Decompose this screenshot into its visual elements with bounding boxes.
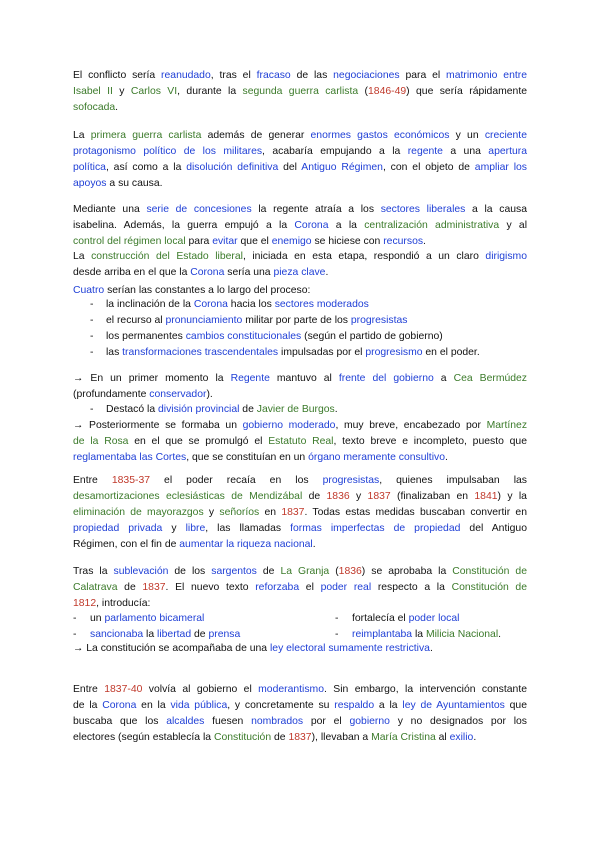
text-run: de <box>271 732 289 743</box>
highlighted-term: libertad <box>157 629 192 640</box>
highlighted-term: sublevación <box>113 566 169 577</box>
text-run: , con el objeto de <box>382 162 475 173</box>
highlighted-term: Corona <box>193 299 228 310</box>
text-run: La <box>73 130 91 141</box>
highlighted-term: Constitución de <box>451 582 527 593</box>
text-run: ) se aprobaba la <box>361 566 453 577</box>
text-run: (profundamente <box>73 389 150 400</box>
text-run: a una <box>442 146 489 157</box>
line <box>73 505 527 521</box>
line <box>73 564 527 580</box>
text-run: un <box>90 613 105 624</box>
highlighted-term: Corona <box>294 220 329 231</box>
list-item <box>73 402 527 418</box>
text-run: . <box>312 539 316 550</box>
highlighted-term: propiedad privada <box>73 523 163 534</box>
line <box>73 714 527 730</box>
text-run: y <box>112 86 131 97</box>
text-run: , así como a la <box>105 162 187 173</box>
text-run: , iniciada en esta etapa, respondió a un claro <box>242 251 486 262</box>
text-run: desde arriba en el que la <box>73 267 191 278</box>
highlighted-term: creciente <box>484 130 527 141</box>
list-item <box>73 329 527 345</box>
text-run: → En un primer momento la <box>73 373 231 384</box>
highlighted-term: desamortizaciones eclesiásticas de Mendizábal <box>73 491 303 502</box>
highlighted-term: vida pública <box>170 700 228 711</box>
text-run: (según el partido de gobierno) <box>301 331 443 342</box>
highlighted-term: disolución definitiva <box>186 162 279 173</box>
text-run: (finalizaban en <box>390 491 475 502</box>
text-run: . <box>325 267 329 278</box>
text-run: y <box>203 507 220 518</box>
line <box>73 641 527 657</box>
text-run: del <box>278 162 302 173</box>
text-run: Mediante una <box>73 204 147 215</box>
highlighted-term: división provincial <box>157 404 240 415</box>
text-run: y un <box>449 130 485 141</box>
highlighted-term: progresistas <box>322 475 380 486</box>
highlighted-term: control del régimen local <box>73 236 186 247</box>
highlighted-term: órgano meramente consultivo <box>308 452 445 463</box>
list-item <box>73 313 527 329</box>
highlighted-term: ampliar los <box>474 162 527 173</box>
highlighted-term: aumentar la riqueza nacional <box>179 539 313 550</box>
text-run: las <box>106 347 123 358</box>
text-run: en el que se promulgó el <box>128 436 269 447</box>
highlighted-term: apertura <box>488 146 527 157</box>
highlighted-term: poder local <box>408 613 460 624</box>
text-run: . El nuevo texto <box>165 582 256 593</box>
text-run: , acabaría empujando a la <box>262 146 408 157</box>
highlighted-term: sectores moderados <box>274 299 369 310</box>
line <box>73 473 527 489</box>
highlighted-term: 1837 <box>367 491 391 502</box>
paragraph-progresistas <box>73 473 527 553</box>
line <box>73 100 527 116</box>
paragraph-primer-momento <box>73 371 527 403</box>
text-run: y al <box>499 220 528 231</box>
text-run: por el <box>303 716 350 727</box>
text-run: , quienes impulsaban las <box>379 475 528 486</box>
highlighted-term: sofocada <box>73 102 116 113</box>
text-run: de <box>239 404 257 415</box>
highlighted-term: Cuatro <box>73 285 105 296</box>
line <box>73 450 527 466</box>
text-run: Destacó la <box>106 404 158 415</box>
text-run: de las <box>290 70 334 81</box>
text-run: y <box>349 491 368 502</box>
highlighted-term: Isabel II <box>73 86 113 97</box>
text-run: fuesen <box>204 716 252 727</box>
list-item <box>73 611 204 627</box>
line <box>73 537 527 553</box>
text-run: mantuvo al <box>269 373 339 384</box>
highlighted-term: Constitución de <box>452 566 527 577</box>
highlighted-term: gobierno <box>349 716 390 727</box>
highlighted-term: negociaciones <box>333 70 400 81</box>
highlighted-term: María Cristina <box>371 732 436 743</box>
text-run: de <box>117 582 143 593</box>
destaco-list <box>73 402 527 418</box>
line <box>73 68 527 84</box>
line <box>73 371 527 387</box>
paragraph-ley-electoral <box>73 641 527 657</box>
highlighted-term: Javier de Burgos <box>256 404 335 415</box>
text-run: Régimen, con el fin de <box>73 539 180 550</box>
text-run: para <box>185 236 213 247</box>
highlighted-term: señoríos <box>219 507 260 518</box>
highlighted-term: moderantismo <box>258 684 324 695</box>
text-run: , muy breve, encabezado por <box>335 420 487 431</box>
paragraph-estado-liberal <box>73 249 527 281</box>
highlighted-term: 1846-49 <box>368 86 407 97</box>
highlighted-term: centralización administrativa <box>364 220 500 231</box>
highlighted-term: 1812 <box>73 598 97 609</box>
highlighted-term: evitar <box>212 236 238 247</box>
highlighted-term: enemigo <box>271 236 312 247</box>
highlighted-term: 1835-37 <box>111 475 151 486</box>
highlighted-term: 1837 <box>281 507 305 518</box>
line <box>73 418 527 434</box>
highlighted-term: Carlos VI <box>130 86 178 97</box>
highlighted-term: sargentos <box>211 566 257 577</box>
text-run: . <box>429 643 433 654</box>
text-run: impulsadas por el <box>278 347 366 358</box>
line <box>73 144 527 160</box>
text-run: además de generar <box>201 130 311 141</box>
highlighted-term: recursos <box>383 236 424 247</box>
highlighted-term: apoyos <box>73 178 107 189</box>
paragraph-primera-guerra <box>73 128 527 192</box>
text-run: para el <box>399 70 447 81</box>
text-run: ) y la <box>497 491 527 502</box>
highlighted-term: Martínez <box>486 420 528 431</box>
text-run: en <box>259 507 282 518</box>
highlighted-term: exilio <box>449 732 474 743</box>
highlighted-term: 1837-40 <box>104 684 143 695</box>
highlighted-term: reanudado <box>161 70 211 81</box>
highlighted-term: parlamento bicameral <box>104 613 205 624</box>
text-run: de la <box>73 700 103 711</box>
highlighted-term: política <box>73 162 106 173</box>
text-run: La <box>73 251 92 262</box>
line <box>73 698 527 714</box>
highlighted-term: 1836 <box>338 566 362 577</box>
constantes-list <box>73 297 527 361</box>
line <box>73 84 527 100</box>
text-run: a la causa <box>465 204 527 215</box>
text-run: en el poder. <box>422 347 480 358</box>
text-run: . <box>423 236 426 247</box>
highlighted-term: fracaso <box>256 70 291 81</box>
highlighted-term: Cea Bermúdez <box>453 373 528 384</box>
text-run: respecto a la <box>371 582 452 593</box>
line <box>73 434 527 450</box>
text-run: . <box>334 404 338 415</box>
line <box>73 176 527 192</box>
text-run: , introducía: <box>96 598 151 609</box>
highlighted-term: regente <box>407 146 443 157</box>
highlighted-term: protagonismo político de los militares <box>73 146 263 157</box>
highlighted-term: alcaldes <box>166 716 205 727</box>
text-run: , tras el <box>210 70 257 81</box>
text-run: → Posteriormente se formaba un <box>73 420 243 431</box>
line <box>73 249 527 265</box>
text-run: Entre <box>73 475 112 486</box>
text-run: ). <box>206 389 213 400</box>
paragraph-posteriormente <box>73 418 527 466</box>
highlighted-term: matrimonio entre <box>446 70 527 81</box>
highlighted-term: construcción del Estado liberal <box>91 251 243 262</box>
text-run: isabelina. Además, la guerra empujó a la <box>73 220 295 231</box>
line <box>73 202 527 218</box>
text-run: → La constitución se acompañaba de una <box>73 643 270 654</box>
text-run: la <box>143 629 158 640</box>
list-item <box>73 345 527 361</box>
highlighted-term: gobierno moderado <box>242 420 336 431</box>
text-run: . <box>473 732 477 743</box>
line <box>73 160 527 176</box>
text-run: se hiciese con <box>311 236 384 247</box>
highlighted-term: respaldo <box>334 700 375 711</box>
highlighted-term: reglamentaba las Cortes <box>73 452 187 463</box>
highlighted-term: ley electoral sumamente restrictiva <box>269 643 430 654</box>
paragraph-concesiones <box>73 202 527 250</box>
text-run: el recurso al <box>106 315 166 326</box>
line <box>73 521 527 537</box>
highlighted-term: Corona <box>102 700 137 711</box>
highlighted-term: dirigismo <box>485 251 527 262</box>
paragraph-constitucion <box>73 564 527 612</box>
text-run: y no designados por los <box>389 716 528 727</box>
list-item <box>73 297 527 313</box>
text-run: . Todas estas medidas buscaban convertir en <box>304 507 527 518</box>
highlighted-term: Regente <box>230 373 270 384</box>
highlighted-term: prensa <box>208 629 241 640</box>
text-run: Entre <box>73 684 105 695</box>
highlighted-term: Estatuto Real <box>268 436 334 447</box>
text-run: sería una <box>224 267 274 278</box>
highlighted-term: Milicia Nacional <box>425 629 499 640</box>
text-run: , las llamadas <box>205 523 291 534</box>
text-run: en la <box>136 700 171 711</box>
line <box>73 387 527 403</box>
highlighted-term: sancionaba <box>90 629 144 640</box>
text-run: la <box>412 629 426 640</box>
highlighted-term: 1836 <box>326 491 350 502</box>
text-run: . <box>498 629 502 640</box>
text-run: el poder recaía en los <box>150 475 323 486</box>
text-run: a <box>433 373 454 384</box>
line <box>73 730 527 746</box>
highlighted-term: Calatrava <box>73 582 118 593</box>
text-run: El conflicto sería <box>73 70 162 81</box>
text-run: serían las constantes a lo largo del proceso: <box>104 285 311 296</box>
highlighted-term: enormes gastos económicos <box>310 130 450 141</box>
text-run: la inclinación de la <box>106 299 194 310</box>
text-run: fortalecía el <box>352 613 409 624</box>
highlighted-term: eliminación de mayorazgos <box>73 507 204 518</box>
paragraph-conflicto <box>73 68 527 116</box>
text-run: , y concretamente su <box>227 700 335 711</box>
text-run: de <box>256 566 281 577</box>
text-run: volvía al gobierno el <box>142 684 259 695</box>
text-run: ) que sería rápidamente <box>406 86 527 97</box>
text-run: el <box>299 582 321 593</box>
line <box>73 489 527 505</box>
line <box>73 265 527 281</box>
paragraph-moderantismo <box>73 682 527 746</box>
text-run: militar por parte de los <box>242 315 351 326</box>
highlighted-term: pieza clave <box>273 267 326 278</box>
list-item <box>335 611 459 627</box>
text-run: al <box>435 732 450 743</box>
text-run: ( <box>329 566 339 577</box>
highlighted-term: Constitución <box>213 732 272 743</box>
highlighted-term: formas imperfectas de propiedad <box>290 523 461 534</box>
text-run: ( <box>358 86 369 97</box>
highlighted-term: pronunciamiento <box>165 315 243 326</box>
highlighted-term: segunda guerra carlista <box>242 86 359 97</box>
highlighted-term: cambios constitucionales <box>185 331 302 342</box>
highlighted-term: reimplantaba <box>352 629 413 640</box>
introducia-list <box>73 611 527 643</box>
line <box>73 128 527 144</box>
highlighted-term: libre <box>185 523 206 534</box>
text-run: hacia los <box>227 299 275 310</box>
highlighted-term: sectores liberales <box>380 204 466 215</box>
highlighted-term: primera guerra carlista <box>90 130 202 141</box>
text-run: del Antiguo <box>460 523 527 534</box>
highlighted-term: de la Rosa <box>73 436 129 447</box>
highlighted-term: 1841 <box>474 491 498 502</box>
text-run: de <box>191 629 209 640</box>
list-row <box>73 611 527 627</box>
highlighted-term: conservador <box>149 389 207 400</box>
line <box>73 580 527 596</box>
highlighted-term: poder real <box>320 582 372 593</box>
text-run: a la <box>374 700 403 711</box>
text-run: a su causa. <box>106 178 163 189</box>
highlighted-term: nombrados <box>251 716 304 727</box>
line <box>73 682 527 698</box>
highlighted-term: transformaciones trascendentales <box>122 347 279 358</box>
text-run: , texto breve e incompleto, puesto que <box>333 436 527 447</box>
text-run: , durante la <box>177 86 243 97</box>
text-run: que <box>504 700 527 711</box>
highlighted-term: Corona <box>190 267 225 278</box>
highlighted-term: progresistas <box>350 315 408 326</box>
highlighted-term: Antiguo Régimen <box>301 162 383 173</box>
text-run: los permanentes <box>106 331 186 342</box>
text-run: buscaba que los <box>73 716 167 727</box>
text-run: de los <box>168 566 212 577</box>
text-run: electores (según establecía la <box>73 732 214 743</box>
text-run: , que se constituían en un <box>186 452 309 463</box>
text-run: que el <box>237 236 272 247</box>
line <box>73 234 527 250</box>
text-run: ), llevaban a <box>311 732 372 743</box>
highlighted-term: serie de concesiones <box>146 204 252 215</box>
highlighted-term: 1837 <box>142 582 166 593</box>
highlighted-term: progresismo <box>365 347 423 358</box>
text-run: la regente atraía a los <box>251 204 381 215</box>
text-run: Tras la <box>73 566 114 577</box>
text-run: . <box>444 452 448 463</box>
highlighted-term: 1837 <box>288 732 312 743</box>
line <box>73 596 527 612</box>
highlighted-term: La Granja <box>280 566 330 577</box>
highlighted-term: ley de Ayuntamientos <box>402 700 505 711</box>
text-run: a la <box>328 220 365 231</box>
text-run: y <box>162 523 186 534</box>
highlighted-term: frente del gobierno <box>338 373 434 384</box>
line <box>73 218 527 234</box>
text-run: . Sin embargo, la intervención constante <box>324 684 527 695</box>
text-run: de <box>302 491 327 502</box>
highlighted-term: reforzaba <box>255 582 300 593</box>
text-run: . <box>115 102 119 113</box>
